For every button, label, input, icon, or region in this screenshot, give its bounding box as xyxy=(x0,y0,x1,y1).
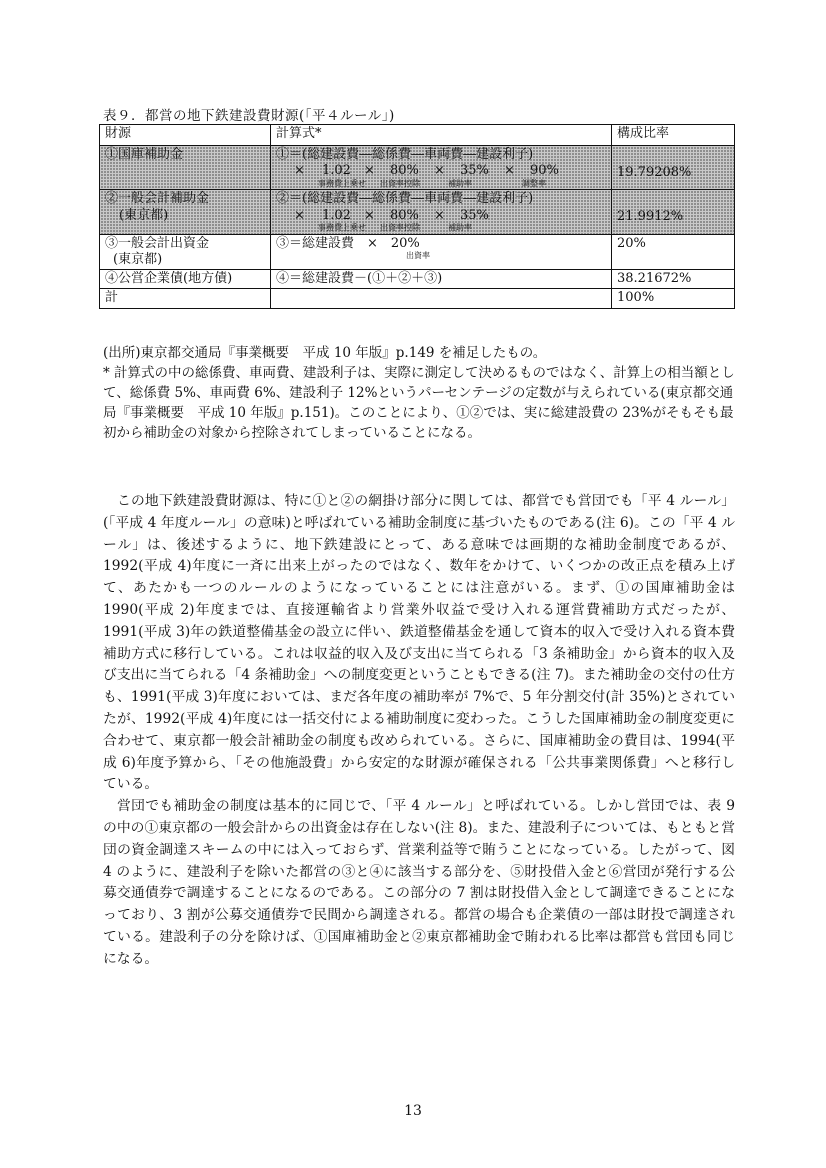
row2-multipliers: × 1.02 × 80% × 35% xyxy=(294,207,489,223)
row4-source: ④公営企業債(地方債) xyxy=(100,270,271,289)
table-notes xyxy=(103,343,735,443)
funding-table xyxy=(99,124,735,309)
page-number: 13 xyxy=(404,1103,422,1119)
header-formula: 計算式* xyxy=(271,125,612,146)
table-row xyxy=(100,270,735,289)
row1-source: ①国庫補助金 xyxy=(100,146,271,190)
footnote-star: * 計算式の中の総係費、車両費、建設利子は、実際に測定して決めるものではなく、計算上の相当額として、総係費 5%、車両費 6%、建設利子 12%というパーセンテージの定数が与えられている(東京都交通局『事業概要 平成 10 年版』p.151)。このことにより、①②では、実に総建設費の 23%がそもそも最初から補助金の対象から控除されてしまっていることになる。 xyxy=(103,365,735,441)
source-note: (出所)東京都交通局『事業概要 平成 10 年版』p.149 を補足したもの。 xyxy=(103,345,547,361)
header-rate: 構成比率 xyxy=(612,125,735,146)
table-header-row xyxy=(100,125,735,146)
table-caption: 表９．都営の地下鉄建設費財源(「平４ルール」) xyxy=(103,108,395,124)
body-text xyxy=(103,491,735,971)
table-row xyxy=(100,190,735,234)
row1-sublabels: 事務費上乗せ 出資率控除 補助率 調整率 xyxy=(318,178,546,188)
row2-rate: 21.9912% xyxy=(612,190,735,234)
row5-formula xyxy=(271,289,612,308)
paragraph: この地下鉄建設費財源は、特に①と②の網掛け部分に関しては、都営でも営団でも「平 4 ルール」(「平成 4 年度ルール」の意味)と呼ばれている補助金制度に基づいたものである(注 6)。この「平 4 ルール」は、後述するように、地下鉄建設にとって、ある意味では画期的な補助金制度であるが、1992(平成 4)年度に一斉に出来上がったのではなく、数年をかけて、いくつかの改正点を積み上げて、あたかも一つのルールのようになっていることには注意がいる。まず、①の国庫補助金は 1990(平成 2)年度までは、直接運輸省より営業外収益で受け入れる運営費補助方式だったが、1991(平成 3)年の鉄道整備基金の設立に伴い、鉄道整備基金を通して資本的収入で受け入れる資本費補助方式に移行している。これは収益的収入及び支出に当てられる「3 条補助金」から資本的収入及び支出に当てられる「4 条補助金」への制度変更ということもできる(注 7)。また補助金の交付の仕方も、1991(平成 3)年度においては、まだ各年度の補助率が 7%で、5 年分割交付(計 35%)とされていたが、1992(平成 4)年度には一括交付による補助制度に変わった。こうした国庫補助金の制度変更に合わせて、東京都一般会計補助金の制度も改められている。さらに、国庫補助金の費目は、1994(平成 6)年度予算から、「その他施設費」から安定的な財源が確保される「公共事業関係費」へと移行している。 xyxy=(103,493,735,793)
paragraph: 営団でも補助金の制度は基本的に同じで、「平 4 ルール」と呼ばれている。しかし営団では、表 9 の中の①東京都の一般会計からの出資金は存在しない(注 8)。また、建設利子については、もともと営団の資金調達スキームの中には入っておらず、営業利益等で賄うことになっている。したがって、図 4 のように、建設利子を除いた都営の③と④に該当する部分を、⑤財投借入金と⑥営団が発行する公募交通債券で調達することになるのである。この部分の 7 割は財投借入金として調達できることになっており、3 割が公募交通債券で民間から調達される。都営の場合も企業債の一部は財投で調達されている。建設利子の分を除けば、①国庫補助金と②東京都補助金で賄われる比率は都営も営団も同じになる。 xyxy=(103,798,735,967)
table-row xyxy=(100,146,735,190)
table-row xyxy=(100,289,735,308)
row3-formula: ③＝総建設費 × 20% 出資率 xyxy=(271,234,612,270)
row2-formula: ②＝(総建設費―総係費―車両費―建設利子) × 1.02 × 80% × 35% 事務費上乗せ 出資率控除 補助率 xyxy=(271,190,612,234)
row3-source: ③一般会計出資金 (東京都) xyxy=(100,234,271,270)
row4-formula: ④＝総建設費－(①＋②＋③) xyxy=(271,270,612,289)
header-source: 財源 xyxy=(100,125,271,146)
row3-rate: 20% xyxy=(612,234,735,270)
row2-sublabels: 事務費上乗せ 出資率控除 補助率 xyxy=(318,222,472,232)
row1-multipliers: × 1.02 × 80% × 35% × 90% xyxy=(294,163,559,179)
table-row xyxy=(100,234,735,270)
row1-formula: ①＝(総建設費―総係費―車両費―建設利子) × 1.02 × 80% × 35% × 90% 事務費上乗せ 出資率控除 補助率 調整率 xyxy=(271,146,612,190)
row1-rate: 19.79208% xyxy=(612,146,735,190)
row4-rate: 38.21672% xyxy=(612,270,735,289)
row5-source: 計 xyxy=(100,289,271,308)
row5-rate: 100% xyxy=(612,289,735,308)
row2-source: ②一般会計補助金 (東京都) xyxy=(100,190,271,234)
